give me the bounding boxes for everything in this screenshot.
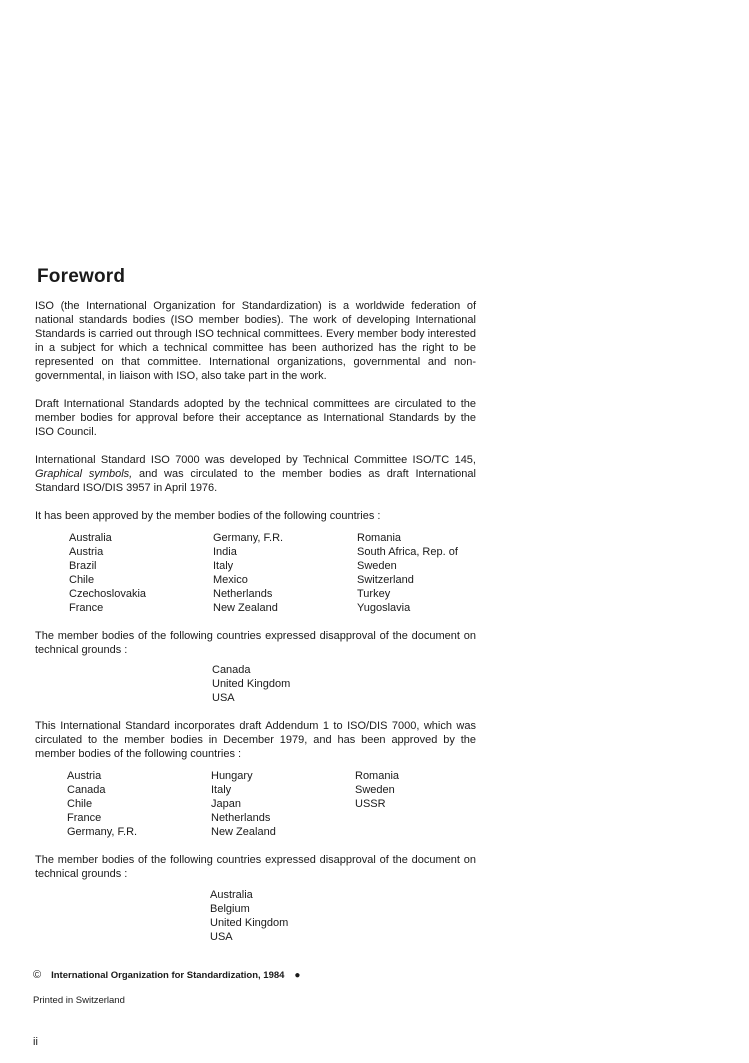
country-name: South Africa, Rep. of <box>357 546 458 558</box>
disapproved-countries-list-1 <box>212 663 290 705</box>
country-name: United Kingdom <box>212 678 291 690</box>
country-name: Yugoslavia <box>357 602 411 614</box>
para3-italic-title: Graphical symbols, <box>35 468 133 480</box>
country-name: New Zealand <box>211 826 276 838</box>
printed-in-note: Printed in Switzerland <box>33 995 125 1006</box>
country-name: New Zealand <box>213 602 278 614</box>
country-name: Chile <box>67 798 93 810</box>
country-column <box>67 769 137 839</box>
country-column <box>69 531 146 615</box>
country-name: Japan <box>211 798 241 810</box>
country-name: Australia <box>210 889 253 901</box>
country-name: Sweden <box>357 560 397 572</box>
country-column <box>357 531 458 615</box>
country-name: Canada <box>212 664 251 676</box>
country-name: Canada <box>67 784 106 796</box>
copyright-symbol: © <box>33 969 42 981</box>
country-name: Romania <box>355 770 400 782</box>
country-column <box>355 769 399 811</box>
disapproved-countries-list-2 <box>210 888 288 944</box>
foreword-paragraph-4: It has been approved by the member bodies of the following countries : <box>35 510 381 522</box>
country-name: Switzerland <box>357 574 414 586</box>
country-name: Germany, F.R. <box>67 826 138 838</box>
country-name: Netherlands <box>211 812 271 824</box>
bullet-icon: ● <box>294 970 301 981</box>
country-column <box>213 531 283 615</box>
country-name: France <box>67 812 102 824</box>
country-name: Turkey <box>357 588 391 600</box>
foreword-paragraph-6: This International Standard incorporates draft Addendum 1 to ISO/DIS 7000, which was circulated to the member bodies in December 1979, and has been approved by the member bodies of the following countries : <box>35 720 476 760</box>
country-name: Austria <box>67 770 102 782</box>
country-name: Czechoslovakia <box>69 588 147 600</box>
foreword-paragraph-3 <box>35 453 476 495</box>
copyright-text: International Organization for Standardization, 1984 <box>51 970 285 981</box>
para3-text-start: International Standard ISO 7000 was developed by Technical Committee ISO/TC 145, <box>35 454 476 466</box>
country-name: Brazil <box>69 560 97 572</box>
foreword-paragraph-5: The member bodies of the following countries expressed disapproval of the document on technical grounds : <box>35 630 476 656</box>
country-name: Italy <box>211 784 232 796</box>
copyright-line <box>33 969 300 981</box>
country-name: Germany, F.R. <box>213 532 284 544</box>
foreword-paragraph-1: ISO (the International Organization for Standardization) is a worldwide federation of national standards bodies (ISO member bodies). The work of developing International Standards is carried out through ISO technical committees. Every member body interested in a subject for which a technical committee has been authorized has the right to be represented on that committee. International organizations, governmental and non-governmental, in liaison with ISO, also take part in the work. <box>35 300 476 382</box>
foreword-heading: Foreword <box>37 266 126 287</box>
foreword-paragraph-7: The member bodies of the following countries expressed disapproval of the document on technical grounds : <box>35 854 476 880</box>
foreword-paragraph-2: Draft International Standards adopted by the technical committees are circulated to the member bodies for approval before their acceptance as International Standards by the ISO Council. <box>35 398 476 438</box>
country-name: Belgium <box>210 903 250 915</box>
page-number: ii <box>33 1036 38 1048</box>
country-name: USSR <box>355 798 386 810</box>
country-name: Chile <box>69 574 95 586</box>
country-name: France <box>69 602 104 614</box>
country-name: USA <box>212 692 235 704</box>
country-name: USA <box>210 931 233 943</box>
country-name: Romania <box>357 532 402 544</box>
country-name: Italy <box>213 560 234 572</box>
country-name: Hungary <box>211 770 253 782</box>
country-column <box>211 769 276 839</box>
country-name: Australia <box>69 532 112 544</box>
country-name: Netherlands <box>213 588 273 600</box>
country-name: Austria <box>69 546 104 558</box>
country-name: United Kingdom <box>210 917 289 929</box>
country-name: India <box>213 546 237 558</box>
para3-text-end: and was circulated to the member bodies as draft International Standard ISO/DIS 3957 in April 1976. <box>35 468 476 494</box>
country-name: Mexico <box>213 574 248 586</box>
country-name: Sweden <box>355 784 395 796</box>
